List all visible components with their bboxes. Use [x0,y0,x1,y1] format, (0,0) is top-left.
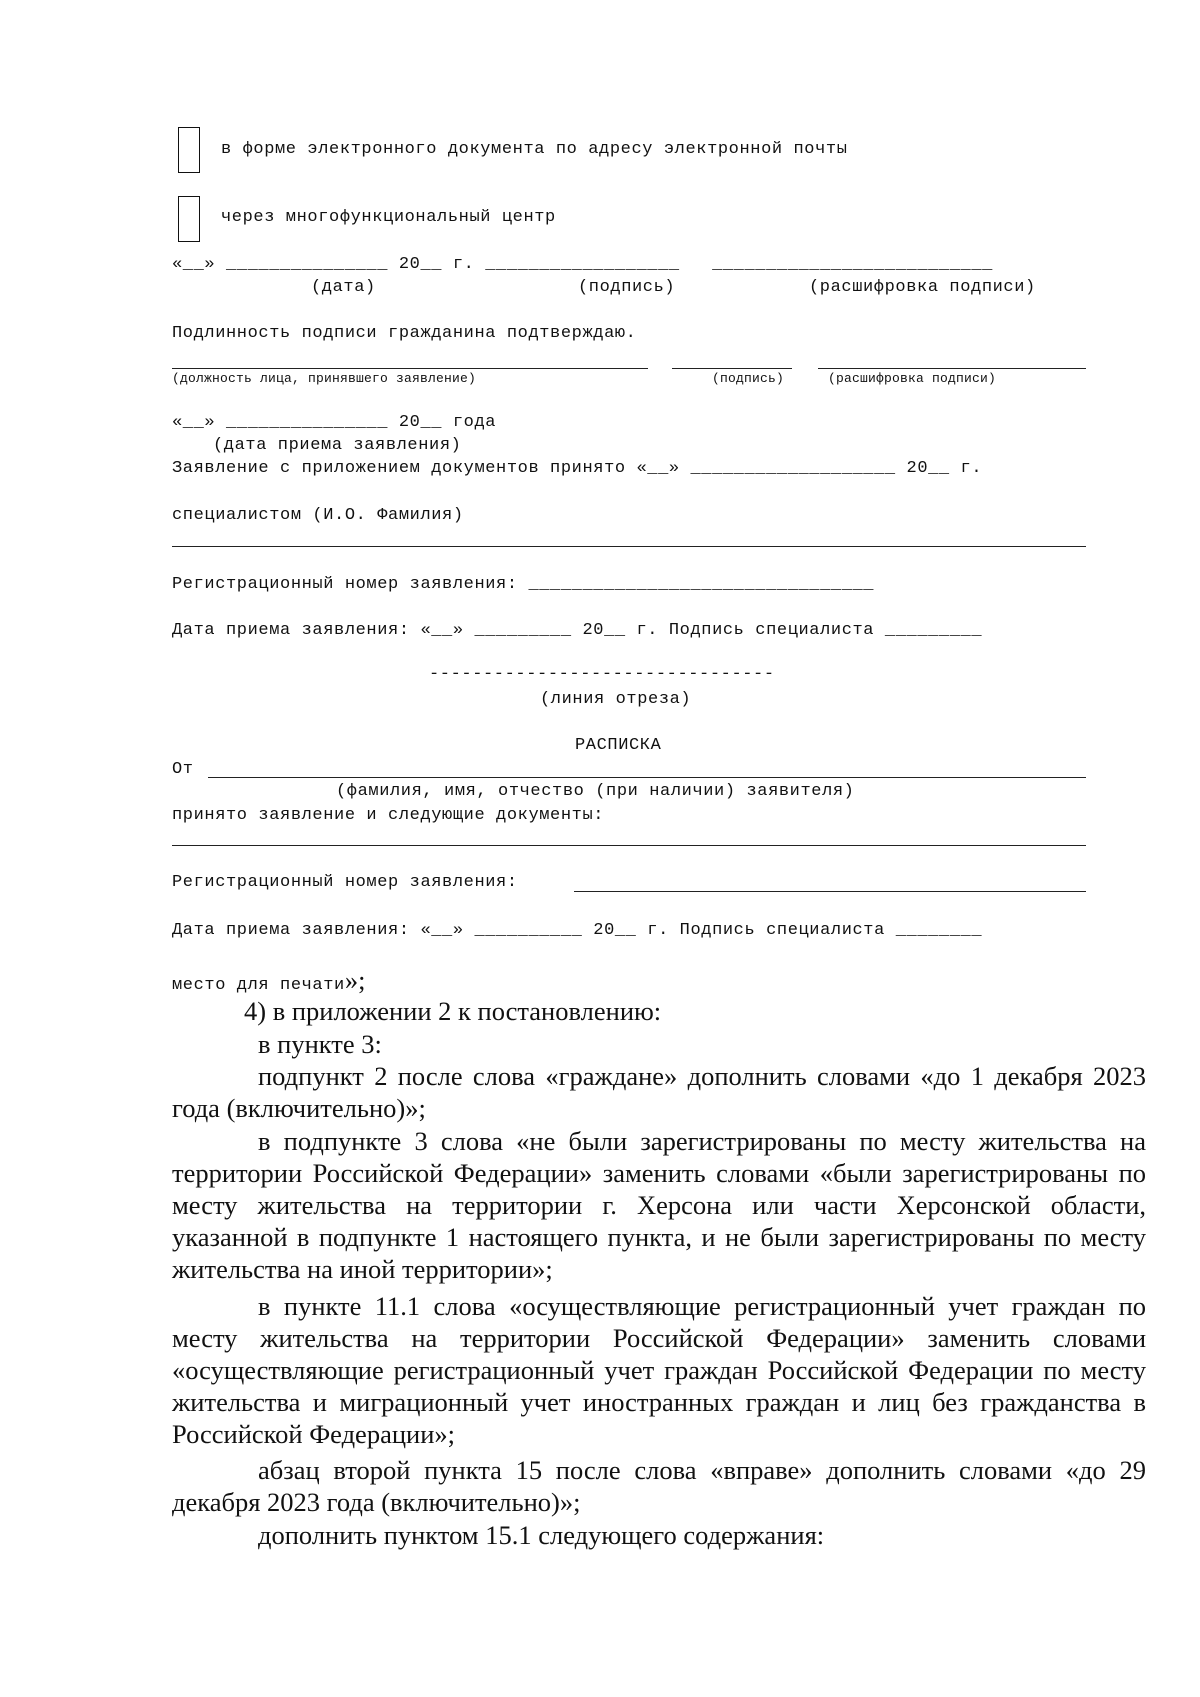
point-15-1-paragraph [172,1519,1146,1551]
point-3: в пункте 3: [258,1029,382,1059]
checkbox-mfc[interactable] [178,196,200,242]
point-15-1-text: дополнить пунктом 15.1 следующего содержания: [258,1520,825,1550]
subpoint-3-paragraph [172,1125,1146,1285]
receipt-title: РАСПИСКА [575,736,662,755]
checkbox-email[interactable] [178,127,200,173]
cut-line-label: (линия отреза) [540,690,692,709]
signature-label-small: (подпись) [712,371,785,386]
receipt-date-row-1: Дата приема заявления: «__» _________ 20__ г. Подпись специалиста _________ [172,621,983,640]
item-4: 4) в приложении 2 к постановлению: [244,996,662,1026]
reg-number-line [574,891,1086,892]
stamp-place-text: место для печати [172,976,345,995]
stamp-place [172,964,365,996]
decoding-label-small: (расшифровка подписи) [828,371,997,386]
signature-label: (подпись) [578,278,676,297]
point-11-1-paragraph [172,1290,1146,1450]
date-label: (дата) [311,278,376,297]
authenticity-text: Подлинность подписи гражданина подтверждаю. [172,324,637,343]
applicant-label: (фамилия, имя, отчество (при наличии) заявителя) [336,782,855,801]
receipt-date-label: (дата приема заявления) [213,436,462,455]
applicant-line [208,777,1086,778]
decoding-label: (расшифровка подписи) [809,278,1036,297]
signature-line-2 [672,368,792,369]
point-11-1-text: в пункте 11.1 слова «осуществляющие регистрационный учет граждан по месту жительства на территории Российской Федерации» заменить словами «осуществляющие регистрационный учет граждан Российской Федерации по месту жительства и миграционный учет иностранных граждан и лиц без гражданства в Российской Федерации»; [172,1291,1146,1449]
date-signature-row: «__» _______________ 20__ г. __________________ __________________________ [172,255,993,274]
point-15-text: абзац второй пункта 15 после слова «вправе» дополнить словами «до 29 декабря 2023 года (включительно)»; [172,1455,1146,1517]
decoding-line-2 [818,368,1086,369]
date-row-2: «__» _______________ 20__ года [172,413,497,432]
specialist-line [172,546,1086,547]
subpoint-2-paragraph [172,1060,1146,1124]
documents-line [172,845,1086,846]
reg-number-1: Регистрационный номер заявления: ________________________________ [172,575,875,594]
option-email-label: в форме электронного документа по адресу электронной почты [221,140,848,159]
point-15-paragraph [172,1454,1146,1518]
subpoint-3-text: в подпункте 3 слова «не были зарегистрированы по месту жительства на территории Российской Федерации» заменить словами «были зарегистрированы по месту жительства на территории г. Херсона или части Херсонской области, указанной в подпункте 1 настоящего пункта, и не были зарегистрированы по месту жительства на иной территории»; [172,1126,1146,1284]
accepted-docs-text: принято заявление и следующие документы: [172,806,605,825]
stamp-place-close: »; [344,965,366,995]
receipt-date-row-2: Дата приема заявления: «__» __________ 20__ г. Подпись специалиста ________ [172,921,983,940]
cut-line: -------------------------------- [429,665,775,684]
specialist-text: специалистом (И.О. Фамилия) [172,506,464,525]
position-line [172,368,648,369]
from-label: От [172,760,194,779]
subpoint-2-text: подпункт 2 после слова «граждане» дополнить словами «до 1 декабря 2023 года (включительно)»; [172,1061,1146,1123]
position-label: (должность лица, принявшего заявление) [172,371,477,386]
option-mfc-label: через многофункциональный центр [221,208,556,227]
reg-number-2: Регистрационный номер заявления: [172,873,518,892]
accepted-text: Заявление с приложением документов принято «__» ___________________ 20__ г. [172,459,983,478]
